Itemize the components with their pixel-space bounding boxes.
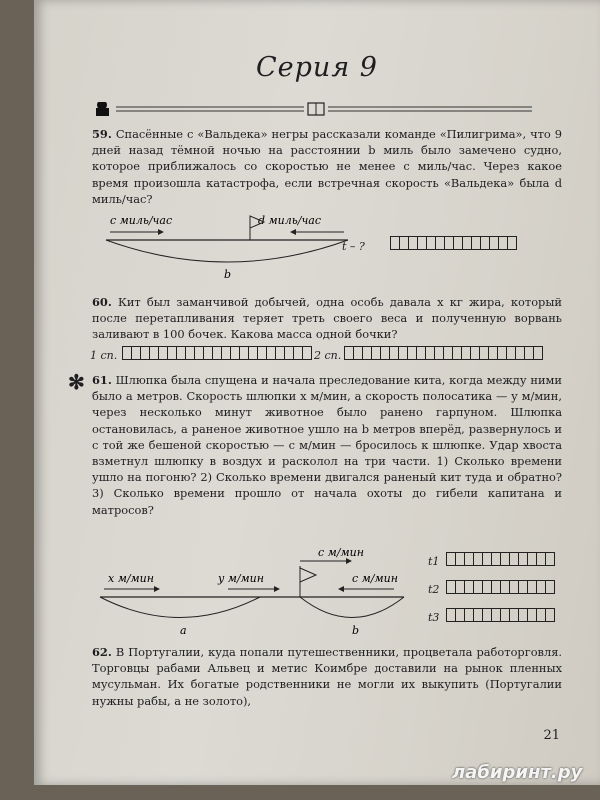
- solution-1-label: 1 сп.: [90, 349, 118, 362]
- problem-text: Кит был заманчивой добычей, одна особь давала x кг жира, который после перетапливания теряет треть своего веса и полученную ворвань заливают в 100 бочек. Какова масса одной бочки?: [92, 295, 562, 342]
- problem-number: 62.: [92, 645, 112, 659]
- t3-boxes: [446, 608, 555, 622]
- diagram-61: [94, 544, 414, 639]
- speed-d-label: d миль/час: [258, 214, 322, 227]
- speed-c-right-label: c м/мин: [352, 572, 398, 585]
- speed-y-label: y м/мин: [218, 572, 264, 585]
- solution-2-label: 2 сп.: [314, 349, 342, 362]
- watermark: лабиринт.ру: [452, 762, 583, 783]
- distance-a-label: a: [180, 624, 187, 637]
- problem-text: Спасённые с «Вальдека» негры рассказали команде «Пилигрима», что 9 дней назад тёмной ночью на расстоянии b миль было замечено судно, которое приближалось со скоростью не менее c миль/час. Через какое время произошла катастрофа, если встречная скорость «Вальдека» была d миль/час?: [92, 127, 562, 206]
- problem-59: [92, 126, 562, 207]
- t2-label: t2: [428, 583, 440, 596]
- problem-number: 59.: [92, 127, 112, 141]
- speed-x-label: x м/мин: [108, 572, 154, 585]
- distance-b-label: b: [224, 268, 232, 281]
- problem-60: [92, 294, 562, 343]
- problem-number: 61.: [92, 373, 112, 387]
- book-icon: [308, 103, 324, 115]
- distance-b-label: b: [352, 624, 360, 637]
- problem-62: [92, 644, 562, 709]
- t1-boxes: [446, 552, 555, 566]
- page-number: 21: [543, 728, 560, 743]
- speed-c-label: c миль/час: [110, 214, 173, 227]
- answer-t-label: t – ?: [342, 240, 365, 253]
- solution-1-boxes: [122, 346, 312, 360]
- t2-boxes: [446, 580, 555, 594]
- silhouette-icon: [96, 102, 109, 116]
- answer-boxes: [390, 236, 517, 250]
- diagram-59: [96, 212, 366, 282]
- t1-label: t1: [428, 555, 440, 568]
- problem-text: Шлюпка была спущена и начала преследование кита, когда между ними было a метров. Скорость шлюпки x м/мин, а скорость полосатика — y м/мин, через несколько минут животное было ранено гарпуном. Шлюпка остановилась, а раненое животное ушло на b метров вперёд, развернулось и с той же бешеной скоростью — c м/мин — бросилось к шлюпке. Удар хвоста взметнул шлюпку в воздух и расколол на три части. 1) Сколько времени ушло на погоню? 2) Сколько времени двигался раненый кит туда и обратно? 3) Сколько времени прошло от начала охоты до гибели капитана и матросов?: [92, 373, 562, 517]
- star-icon: ✻: [68, 370, 85, 394]
- book-page: [34, 0, 600, 785]
- header-divider: [94, 102, 534, 116]
- speed-c-top-label: c м/мин: [318, 546, 364, 559]
- t3-label: t3: [428, 611, 440, 624]
- problem-text: В Португалии, куда попали путешественники, процветала работорговля. Торговцы рабами Альвец и метис Коимбре доставили на рынок пленных мусульман. Их богатые родственники не могли их выкупить (Португалии нужны рабы, а не золото),: [92, 645, 563, 708]
- series-title: Серия 9: [256, 52, 378, 83]
- problem-number: 60.: [92, 295, 112, 309]
- problem-61: [92, 372, 562, 518]
- solution-2-boxes: [344, 346, 543, 360]
